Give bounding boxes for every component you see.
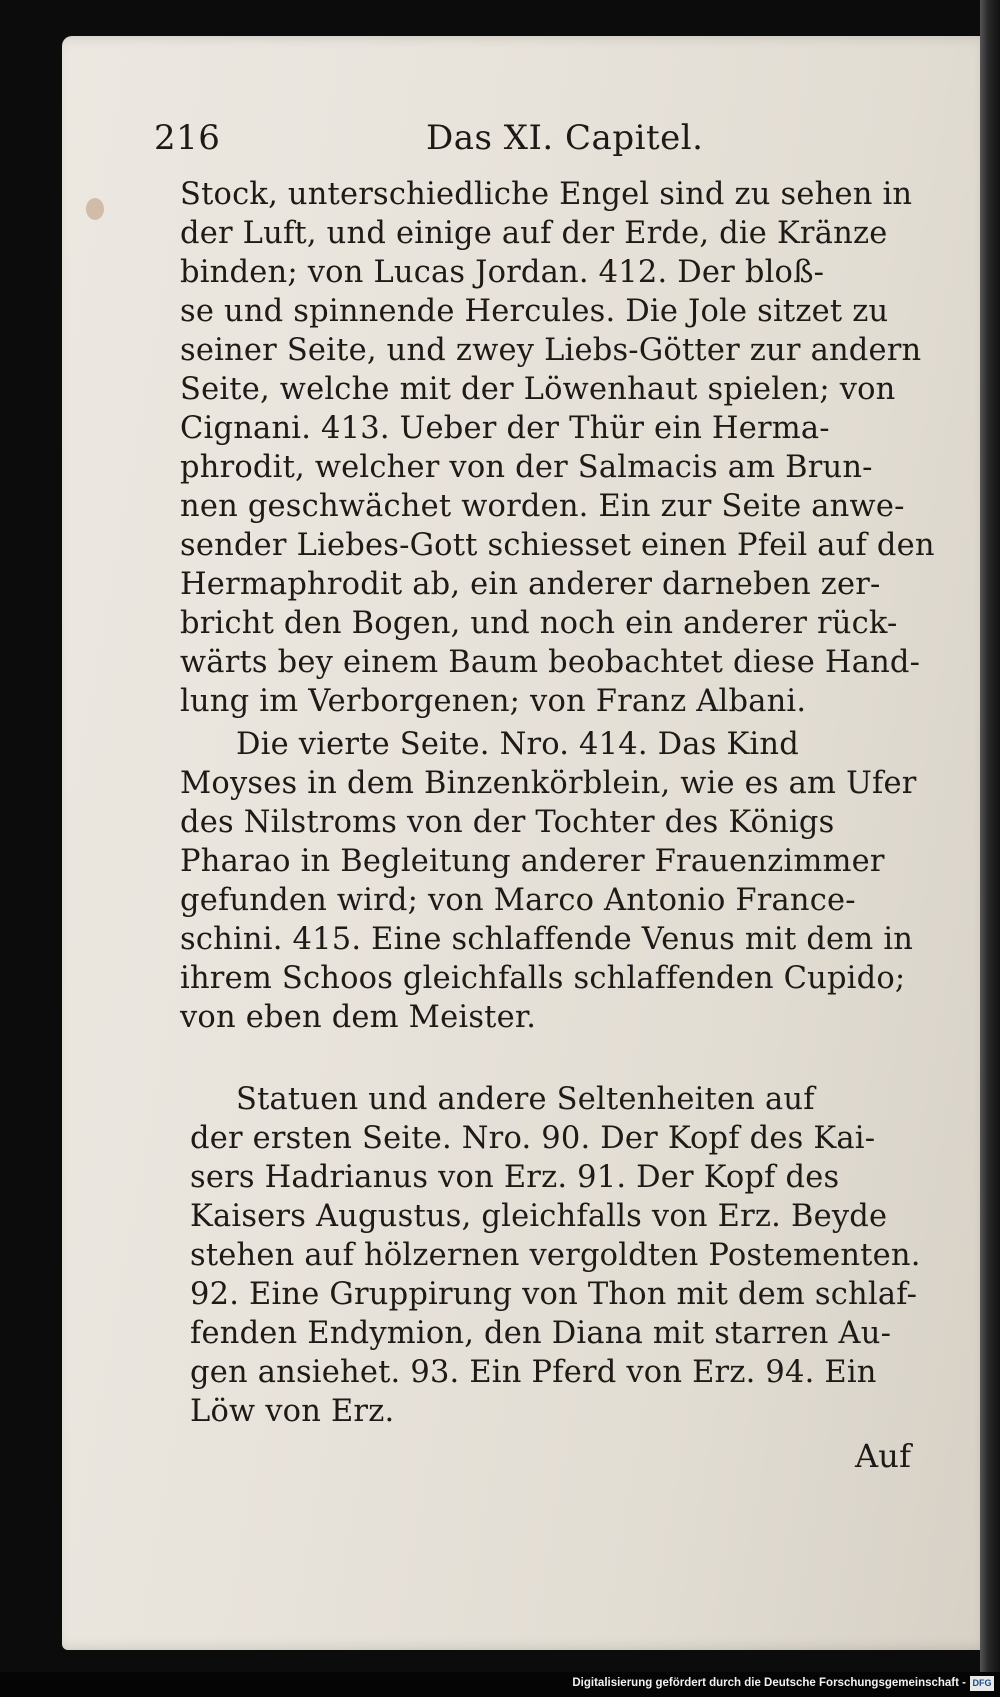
text-line: bricht den Bogen, und noch ein anderer rück-	[180, 606, 898, 641]
text-line: Pharao in Begleitung anderer Frauenzimmer	[180, 844, 885, 879]
paper-stain	[86, 198, 104, 220]
text-line: Moyses in dem Binzenkörblein, wie es am Ufer	[180, 766, 917, 801]
text-line: nen geschwächet worden. Ein zur Seite anwe-	[180, 489, 905, 524]
text-line: binden; von Lucas Jordan. 412. Der bloß-	[180, 255, 825, 290]
text-line: phrodit, welcher von der Salmacis am Brun-	[180, 450, 873, 485]
funding-credit: Digitalisierung gefördert durch die Deutsche Forschungsgemeinschaft -	[572, 1677, 966, 1689]
text-line: seiner Seite, und zwey Liebs-Götter zur andern	[180, 333, 922, 368]
text-line: gefunden wird; von Marco Antonio France-	[180, 883, 856, 918]
text-line: Kaisers Augustus, gleichfalls von Erz. Beyde	[190, 1199, 888, 1234]
catchword: Auf	[855, 1437, 912, 1475]
running-head-title: Das XI. Capitel.	[426, 118, 704, 158]
running-header	[154, 118, 754, 168]
text-line: fenden Endymion, den Diana mit starren Au-	[190, 1316, 892, 1351]
text-line: gen ansiehet. 93. Ein Pferd von Erz. 94. Ein	[190, 1355, 877, 1390]
text-line: Stock, unterschiedliche Engel sind zu sehen in	[180, 177, 913, 212]
text-line: Cignani. 413. Ueber der Thür ein Herma-	[180, 411, 830, 446]
text-line: der Luft, und einige auf der Erde, die Kränze	[180, 216, 888, 251]
text-line: ihrem Schoos gleichfalls schlaffenden Cupido;	[180, 961, 906, 996]
text-line: Seite, welche mit der Löwenhaut spielen; von	[180, 372, 896, 407]
text-line: lung im Verborgenen; von Franz Albani.	[180, 684, 807, 719]
text-line: Die vierte Seite. Nro. 414. Das Kind	[236, 727, 799, 762]
text-line: der ersten Seite. Nro. 90. Der Kopf des Kai-	[190, 1121, 876, 1156]
page-edge	[980, 0, 1000, 1697]
text-line: sers Hadrianus von Erz. 91. Der Kopf des	[190, 1160, 840, 1195]
text-line: sender Liebes-Gott schiesset einen Pfeil auf den	[180, 528, 935, 563]
dfg-logo: DFG	[970, 1676, 994, 1691]
text-line: Hermaphrodit ab, ein anderer darneben zer-	[180, 567, 881, 602]
text-line: schini. 415. Eine schlaffende Venus mit dem in	[180, 922, 914, 957]
text-line: wärts bey einem Baum beobachtet diese Hand-	[180, 645, 921, 680]
text-line: von eben dem Meister.	[180, 1000, 537, 1035]
text-line: 92. Eine Gruppirung von Thon mit dem schlaf-	[190, 1277, 918, 1312]
text-line: des Nilstroms von der Tochter des Königs	[180, 805, 835, 840]
text-line: stehen auf hölzernen vergoldten Postementen.	[190, 1238, 921, 1273]
text-line: Statuen und andere Seltenheiten auf	[236, 1082, 815, 1117]
text-line: se und spinnende Hercules. Die Jole sitzet zu	[180, 294, 889, 329]
text-line: Löw von Erz.	[190, 1394, 395, 1429]
page-number: 216	[154, 118, 221, 158]
